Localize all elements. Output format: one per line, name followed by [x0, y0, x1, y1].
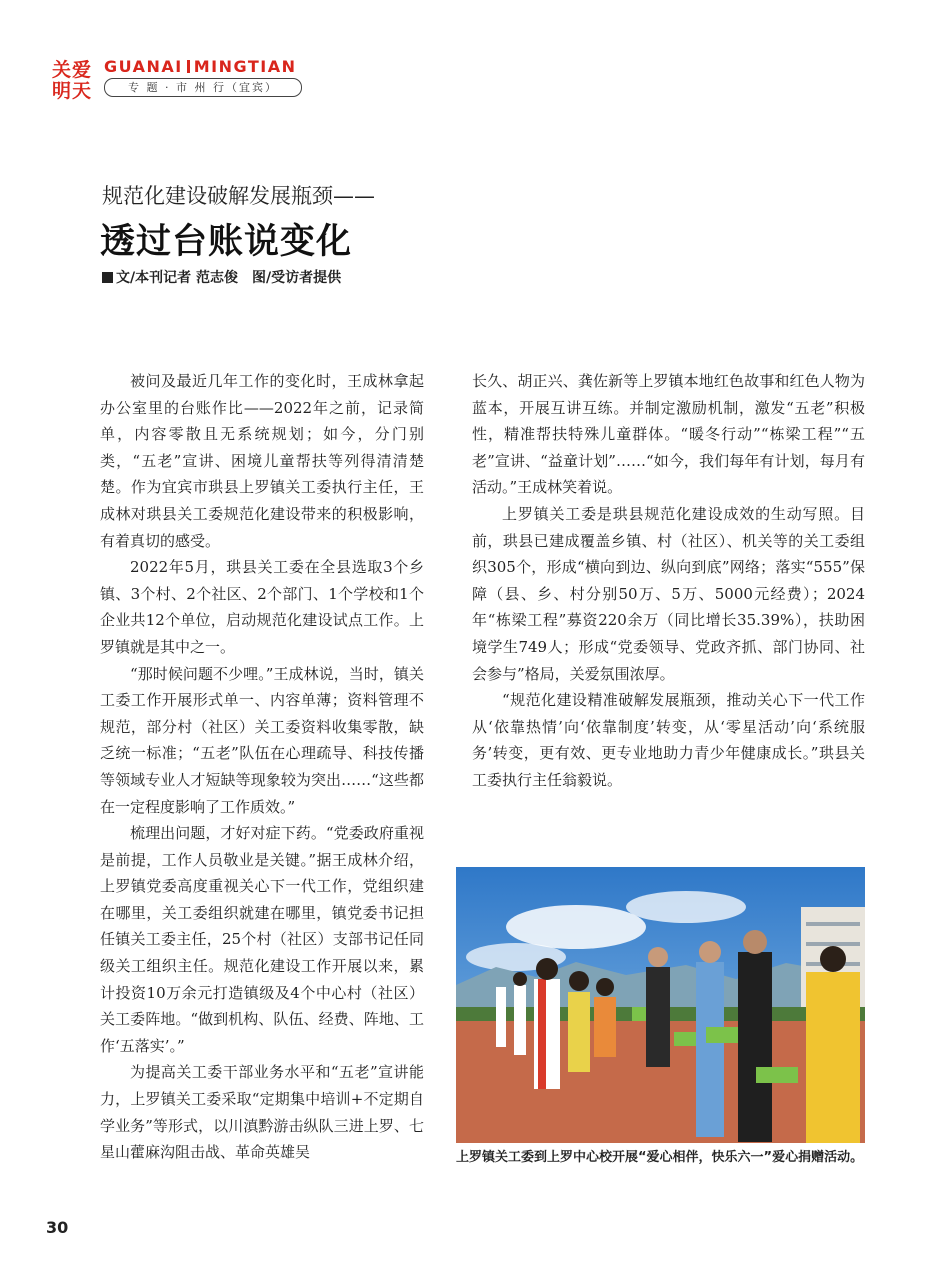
body-column-left — [100, 368, 424, 1166]
paragraph: “规范化建设精准破解发展瓶颈，推动关心下一代工作从‘依靠热情’向‘依靠制度’转变，从‘零星活动’向‘系统服务’转变，更有效、更专业地助力青少年健康成长。”珙县关工委执行主任翁毅说。 — [472, 691, 865, 789]
paragraph: “那时候问题不少哩。”王成林说，当时，镇关工委工作开展形式单一、内容单薄；资料管理不规范，部分村（社区）关工委资料收集零散，缺乏统一标准；“五老”队伍在心理疏导、科技传播等领域专业人才短缺等现象较为突出……“这些都在一定程度影响了工作质效。” — [100, 664, 424, 816]
logo-en-right: MINGTIAN — [193, 57, 297, 76]
page-number: 30 — [46, 1218, 69, 1237]
logo-line-2: 明天 — [52, 80, 93, 102]
column-tag: 专 题 · 市 州 行（宜宾） — [104, 78, 302, 97]
byline-square-icon — [102, 272, 113, 283]
article-byline — [102, 267, 341, 287]
article-subtitle: 规范化建设破解发展瓶颈—— — [102, 184, 375, 208]
article-title: 透过台账说变化 — [100, 222, 353, 262]
paragraph: 梳理出问题，才好对症下药。“党委政府重视是前提，工作人员敬业是关键。”据王成林介绍，上罗镇党委高度重视关心下一代工作，党组织建在哪里，关工委组织就建在哪里，镇党委书记担任镇关工委主任，25个村（社区）支部书记任同级关工组织主任。规范化建设工作开展以来，累计投资10万余元打造镇级及4个中心村（社区）关工委阵地。“做到机构、队伍、经费、阵地、工作‘五落实’。” — [100, 824, 424, 1055]
logo-separator — [187, 60, 190, 73]
paragraph: 上罗镇关工委是珙县规范化建设成效的生动写照。目前，珙县已建成覆盖乡镇、村（社区）、机关等的关工委组织305个，形成“横向到边、纵向到底”网络；落实“555”保障（县、乡、村分别50万、5万、5000元经费）；2024年“栋梁工程”募资220余万（同比增长35.39%），扶助困境学生749人；形成“党委领导、党政齐抓、部门协同、社会参与”格局，关爱氛围浓厚。 — [472, 504, 865, 683]
photo-caption: 上罗镇关工委到上罗中心校开展“爱心相伴，快乐六一”爱心捐赠活动。 — [456, 1150, 864, 1165]
magazine-logo — [52, 60, 98, 102]
byline-text: 文/本刊记者 范志俊 图/受访者提供 — [116, 270, 342, 286]
paragraph: 2022年5月，珙县关工委在全县选取3个乡镇、3个村、2个社区、2个部门、1个学校和1个企业共12个单位，启动规范化建设试点工作。上罗镇就是其中之一。 — [100, 558, 424, 656]
paragraph: 被问及最近几年工作的变化时，王成林拿起办公室里的台账作比——2022年之前，记录简单，内容零散且无系统规划；如今，分门别类，“五老”宣讲、困境儿童帮扶等列得清清楚楚。作为宜宾市珙县上罗镇关工委执行主任，王成林对珙县关工委规范化建设带来的积极影响，有着真切的感受。 — [100, 372, 424, 550]
logo-line-1: 关爱 — [52, 59, 93, 81]
body-column-right — [472, 368, 865, 794]
paragraph: 长久、胡正兴、龚佐新等上罗镇本地红色故事和红色人物为蓝本，开展互讲互练。并制定激励机制，激发“五老”积极性，精准帮扶特殊儿童群体。“暖冬行动”“栋梁工程”“五老”宣讲、“益童计划”……“如今，我们每年有计划，每月有活动。”王成林笑着说。 — [472, 372, 865, 497]
logo-en-left: GUANAI — [104, 57, 183, 76]
paragraph: 为提高关工委干部业务水平和“五老”宣讲能力，上罗镇关工委采取“定期集中培训+不定期自学业务”等形式，以川滇黔游击纵队三进上罗、七星山藿麻沟阻击战、革命英雄吴 — [100, 1063, 424, 1162]
event-photo — [456, 867, 865, 1143]
magazine-logo-english — [104, 57, 297, 76]
